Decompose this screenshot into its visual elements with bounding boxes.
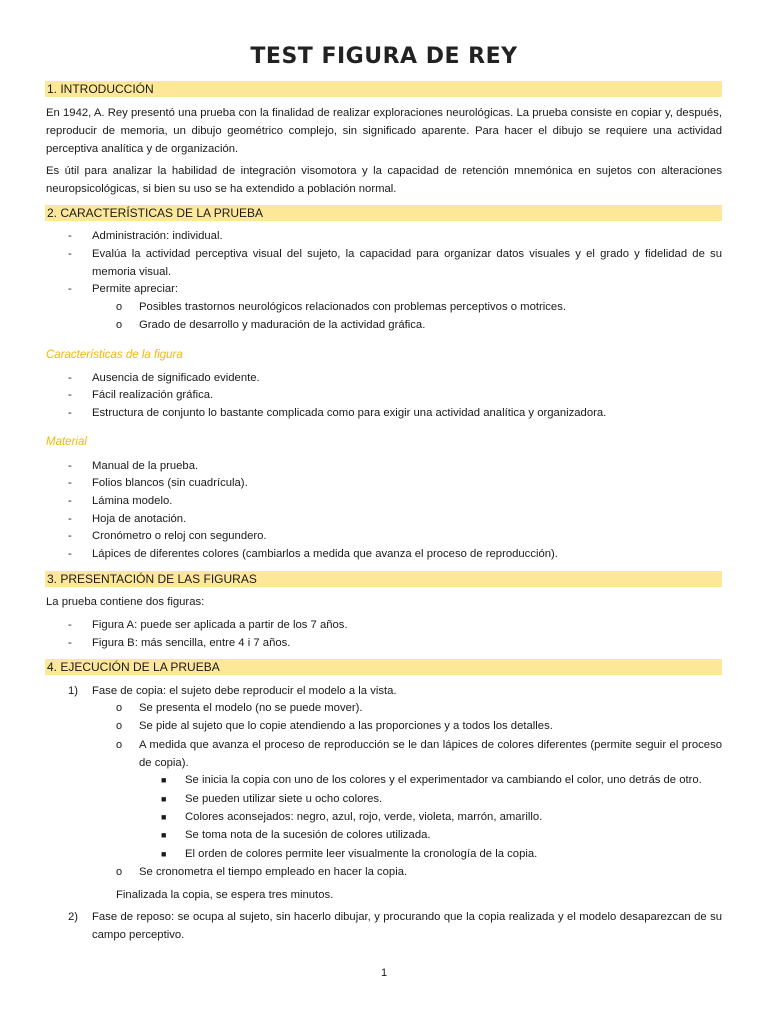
finalizada-text: Finalizada la copia, se espera tres minutos.: [116, 889, 334, 901]
circle-bullet-icon: o: [116, 301, 123, 313]
dash-marker: -: [68, 372, 72, 384]
list-item-text: Folios blancos (sin cuadrícula).: [92, 477, 248, 489]
page-number: 1: [380, 967, 388, 979]
dash-marker: -: [68, 230, 72, 242]
intro-paragraph-2: Es útil para analizar la habilidad de integración visomotora y la capacidad de retención mnemónica en sujetos con alteraciones neuropsicológicas, si bien su uso se ha extendido a población normal.: [46, 165, 722, 195]
sub-list-item-text: A medida que avanza el proceso de reproducción se le dan lápices de colores diferentes (permite seguir el proceso de copia).: [139, 739, 722, 769]
dash-marker: -: [68, 283, 72, 295]
list-item-text: Figura A: puede ser aplicada a partir de los 7 años.: [92, 619, 348, 631]
intro-paragraph-1: En 1942, A. Rey presentó una prueba con la finalidad de realizar exploraciones neurológicas. La prueba consiste en copiar y, después, reproducir de memoria, un dibujo geométrico complejo, sin significado aparente. Para hacer el dibujo se requiere una actividad perceptiva analítica y de organización.: [46, 107, 722, 155]
square-bullet-icon: ■: [161, 849, 167, 859]
square-bullet-icon: ■: [161, 775, 167, 785]
list-item-text: Fácil realización gráfica.: [92, 389, 214, 401]
sub-list-item-text: Se presenta el modelo (no se puede mover).: [139, 702, 363, 714]
square-bullet-icon: ■: [161, 794, 167, 804]
circle-bullet-icon: o: [116, 739, 123, 751]
section-heading-introduccion: 1. INTRODUCCIÓN: [45, 81, 722, 97]
list-number: 1): [68, 685, 79, 697]
subheading-material: Material: [46, 436, 87, 448]
circle-bullet-icon: o: [116, 866, 123, 878]
list-item-text: Evalúa la actividad perceptiva visual del sujeto, la capacidad para organizar datos visuales y el grado y fidelidad de su memoria visual.: [92, 248, 722, 278]
list-item-text: Figura B: más sencilla, entre 4 i 7 años.: [92, 637, 291, 649]
sub-sub-list-item-text: Colores aconsejados: negro, azul, rojo, verde, violeta, marrón, amarillo.: [185, 811, 543, 823]
circle-bullet-icon: o: [116, 720, 123, 732]
subheading-caracteristicas-figura: Características de la figura: [46, 349, 183, 361]
list-item-text: Manual de la prueba.: [92, 460, 199, 472]
square-bullet-icon: ■: [161, 812, 167, 822]
list-item-text: Fase de reposo: se ocupa al sujeto, sin hacerlo dibujar, y procurando que la copia realizada y el modelo desaparezcan de su campo perceptivo.: [92, 911, 722, 941]
dash-marker: -: [68, 548, 72, 560]
sub-list-item-text: Se cronometra el tiempo empleado en hacer la copia.: [139, 866, 408, 878]
dash-marker: -: [68, 248, 72, 260]
list-item-text: Permite apreciar:: [92, 283, 179, 295]
dash-marker: -: [68, 407, 72, 419]
dash-marker: -: [68, 477, 72, 489]
sub-sub-list-item-text: El orden de colores permite leer visualmente la cronología de la copia.: [185, 848, 538, 860]
circle-bullet-icon: o: [116, 319, 123, 331]
sub-sub-list-item-text: Se pueden utilizar siete u ocho colores.: [185, 793, 383, 805]
list-number: 2): [68, 911, 79, 923]
list-item-text: Cronómetro o reloj con segundero.: [92, 530, 267, 542]
dash-marker: -: [68, 513, 72, 525]
list-item-text: Administración: individual.: [92, 230, 223, 242]
dash-marker: -: [68, 619, 72, 631]
sub-sub-list-item-text: Se toma nota de la sucesión de colores utilizada.: [185, 829, 431, 841]
square-bullet-icon: ■: [161, 830, 167, 840]
sub-sub-list-item-text: Se inicia la copia con uno de los colores y el experimentador va cambiando el color, uno detrás de otro.: [185, 774, 702, 786]
circle-bullet-icon: o: [116, 702, 123, 714]
section-heading-presentacion: 3. PRESENTACIÓN DE LAS FIGURAS: [45, 571, 722, 587]
dash-marker: -: [68, 460, 72, 472]
dash-marker: -: [68, 530, 72, 542]
sub-list-item-text: Posibles trastornos neurológicos relacionados con problemas perceptivos o motrices.: [139, 301, 566, 313]
list-item-text: Estructura de conjunto lo bastante complicada como para exigir una actividad analítica y organizadora.: [92, 407, 607, 419]
dash-marker: -: [68, 495, 72, 507]
sub-list-item-text: Grado de desarrollo y maduración de la actividad gráfica.: [139, 319, 426, 331]
sub-list-item-text: Se pide al sujeto que lo copie atendiendo a las proporciones y a todos los detalles.: [139, 720, 553, 732]
list-item-text: Ausencia de significado evidente.: [92, 372, 260, 384]
dash-marker: -: [68, 637, 72, 649]
presentacion-intro: La prueba contiene dos figuras:: [46, 596, 205, 608]
list-item-text: Hoja de anotación.: [92, 513, 187, 525]
list-item-text: Lámina modelo.: [92, 495, 173, 507]
section-heading-caracteristicas: 2. CARACTERÍSTICAS DE LA PRUEBA: [45, 205, 722, 221]
list-item-text: Lápices de diferentes colores (cambiarlos a medida que avanza el proceso de reproducción).: [92, 548, 558, 560]
list-item-text: Fase de copia: el sujeto debe reproducir el modelo a la vista.: [92, 685, 397, 697]
dash-marker: -: [68, 389, 72, 401]
document-title: TEST FIGURA DE REY: [250, 44, 518, 69]
section-heading-ejecucion: 4. EJECUCIÓN DE LA PRUEBA: [45, 659, 722, 675]
